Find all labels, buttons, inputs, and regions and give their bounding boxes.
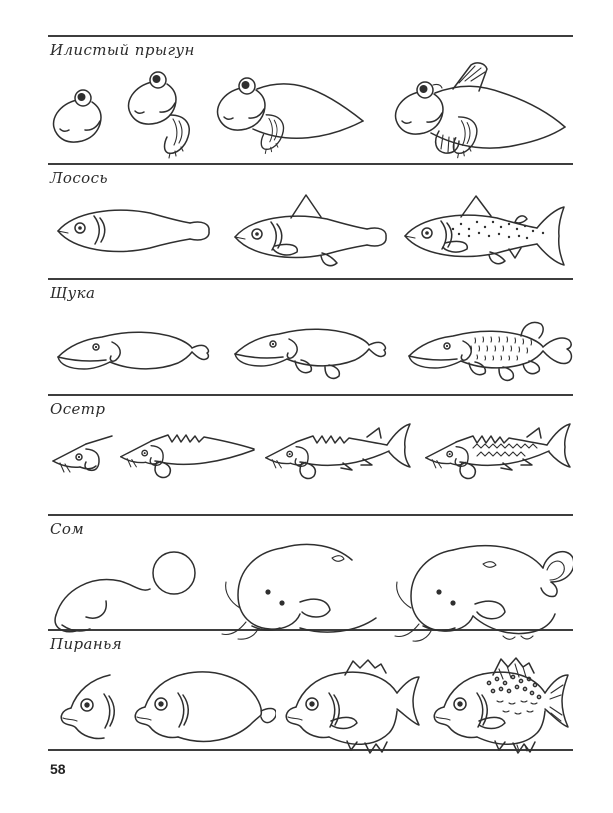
- catfish-step-1-drawing: [48, 545, 216, 637]
- step-row: [48, 189, 573, 273]
- sturgeon-step-1-drawing: [48, 425, 114, 477]
- section-mudskipper: [48, 35, 573, 163]
- catfish-step-2-drawing: [218, 542, 390, 640]
- page-number: 58: [50, 761, 66, 777]
- section-divider: [48, 35, 573, 37]
- mudskipper-step-2-drawing: [124, 69, 196, 161]
- sturgeon-step-3-drawing: [263, 420, 419, 482]
- piranha-step-2-drawing: [128, 663, 276, 753]
- step-row: [48, 61, 573, 163]
- section-label: Пиранья: [50, 635, 123, 653]
- section-piranha: [48, 629, 573, 749]
- page-content: [48, 35, 573, 777]
- pike-step-2-drawing: [227, 306, 395, 386]
- section-label: Илистый прыгун: [50, 41, 195, 59]
- step-row: [48, 655, 573, 761]
- section-divider: [48, 514, 573, 516]
- catfish-step-3-drawing: [391, 540, 573, 642]
- section-label: Сом: [50, 520, 85, 538]
- section-salmon: [48, 163, 573, 278]
- mudskipper-step-1-drawing: [48, 85, 106, 147]
- sturgeon-step-2-drawing: [118, 421, 260, 481]
- step-row: [48, 540, 573, 642]
- salmon-step-1-drawing: [48, 198, 220, 264]
- step-row: [48, 304, 573, 388]
- section-catfish: [48, 514, 573, 629]
- section-divider: [48, 278, 573, 280]
- section-pike: [48, 278, 573, 394]
- mudskipper-step-4-drawing: [391, 61, 573, 163]
- pike-step-1-drawing: [48, 315, 220, 377]
- piranha-step-4-drawing: [427, 655, 573, 761]
- salmon-step-2-drawing: [227, 192, 389, 270]
- section-label: Щука: [50, 284, 96, 302]
- step-row: [48, 420, 573, 482]
- piranha-step-3-drawing: [279, 657, 425, 759]
- section-label: Осетр: [50, 400, 106, 418]
- pike-step-3-drawing: [401, 304, 573, 388]
- mudskipper-step-3-drawing: [213, 65, 373, 160]
- section-label: Лосось: [50, 169, 108, 187]
- salmon-step-3-drawing: [395, 189, 573, 273]
- section-divider: [48, 394, 573, 396]
- section-sturgeon: [48, 394, 573, 514]
- sturgeon-step-4-drawing: [423, 420, 573, 482]
- piranha-step-1-drawing: [48, 666, 126, 750]
- section-divider: [48, 163, 573, 165]
